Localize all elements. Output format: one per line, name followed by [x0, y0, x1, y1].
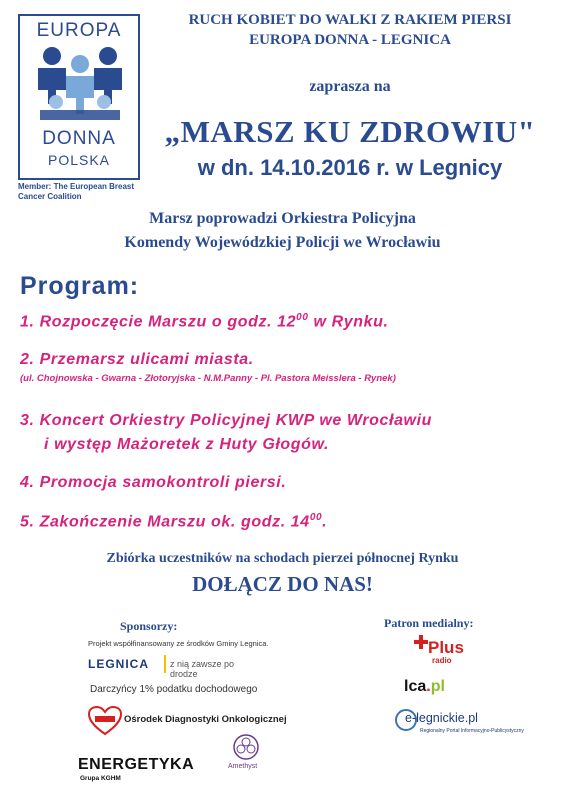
item5-text: 5. Zakończenie Marszu ok. godz. 14 [20, 513, 310, 531]
heart-logo-icon [88, 706, 122, 736]
logo-line3: POLSKA [47, 152, 111, 168]
patron-heading: Patron medialny: [384, 616, 474, 630]
program-item-4: 4. Promocja samokontroli piersi. [20, 474, 287, 491]
lca-logo [404, 678, 445, 696]
e-legnickie-sub: Regionalny Portal Informacyjno-Publicystyczny [420, 728, 524, 734]
logo-line2: DONNA [42, 128, 116, 149]
org-line2: EUROPA DONNA - LEGNICA [249, 32, 451, 48]
plus-radio: radio [432, 656, 452, 665]
item1-sup: 00 [296, 312, 309, 323]
member-text: Member: The European Breast Cancer Coalition [18, 182, 135, 201]
program-item-3-line2: i występ Mażoretek z Huty Głogów. [44, 436, 330, 453]
onko-text: Ośrodek Diagnostyki Onkologicznej [124, 714, 287, 725]
europa-donna-logo [18, 14, 140, 180]
energetyka-logo: ENERGETYKA [78, 756, 195, 773]
program-item-5 [20, 512, 327, 531]
logo-line1: EUROPA [36, 20, 122, 41]
program-item-2: 2. Przemarsz ulicami miasta. [20, 351, 254, 368]
program-item-3-line1: 3. Koncert Orkiestry Policyjnej KWP we Wrocławiu [20, 412, 433, 429]
sponsors-heading: Sponsorzy: [120, 619, 178, 633]
legnica-bar [164, 655, 166, 673]
program-heading: Program: [20, 272, 140, 300]
march-route: (ul. Chojnowska - Gwarna - Złotoryjska - N.M.Panny - Pl. Pastora Meisslera - Rynek) [20, 373, 396, 384]
org-line1: RUCH KOBIET DO WALKI Z RAKIEM PIERSI [188, 12, 512, 28]
gather-text: Zbiórka uczestników na schodach pierzei północnej Rynku [106, 551, 459, 566]
program-item-1 [20, 312, 389, 331]
item5-tail: . [322, 513, 328, 531]
puzzle-people-icon [32, 44, 128, 126]
item1-tail: w Rynku. [308, 313, 389, 331]
item1-text: 1. Rozpoczęcie Marszu o godz. 12 [20, 313, 297, 331]
e-legnickie-logo: e-legnickie.pl [405, 711, 478, 725]
lead-line2: Komendy Wojewódzkiej Policji we Wrocławiu [124, 234, 441, 251]
amethyst-flower-icon [232, 733, 260, 761]
legnica-tagline: z nią zawsze po drodze [170, 659, 235, 679]
lead-line1: Marsz poprowadzi Orkiestra Policyjna [149, 210, 416, 227]
project-note: Projekt współfinansowany ze środków Gminy Legnica. [88, 639, 269, 648]
lca-word: lca [404, 678, 427, 695]
event-title: „MARSZ KU ZDROWIU" [164, 114, 536, 149]
join-text: DOŁĄCZ DO NAS! [192, 572, 373, 596]
invite-text: zaprasza na [309, 78, 391, 95]
donors-text: Darczyńcy 1% podatku dochodowego [90, 684, 258, 695]
legnica-word: LEGNICA [88, 657, 149, 671]
event-date: w dn. 14.10.2016 r. w Legnicy [197, 155, 503, 180]
amethyst-text: Amethyst [228, 763, 258, 770]
lca-pl: pl [430, 678, 445, 695]
plus-word: Plus [428, 638, 464, 657]
lca-dot: . [426, 678, 431, 695]
item5-sup: 00 [309, 512, 323, 523]
energetyka-sub: Grupa KGHM [80, 775, 121, 782]
legnica-logo [88, 653, 260, 679]
